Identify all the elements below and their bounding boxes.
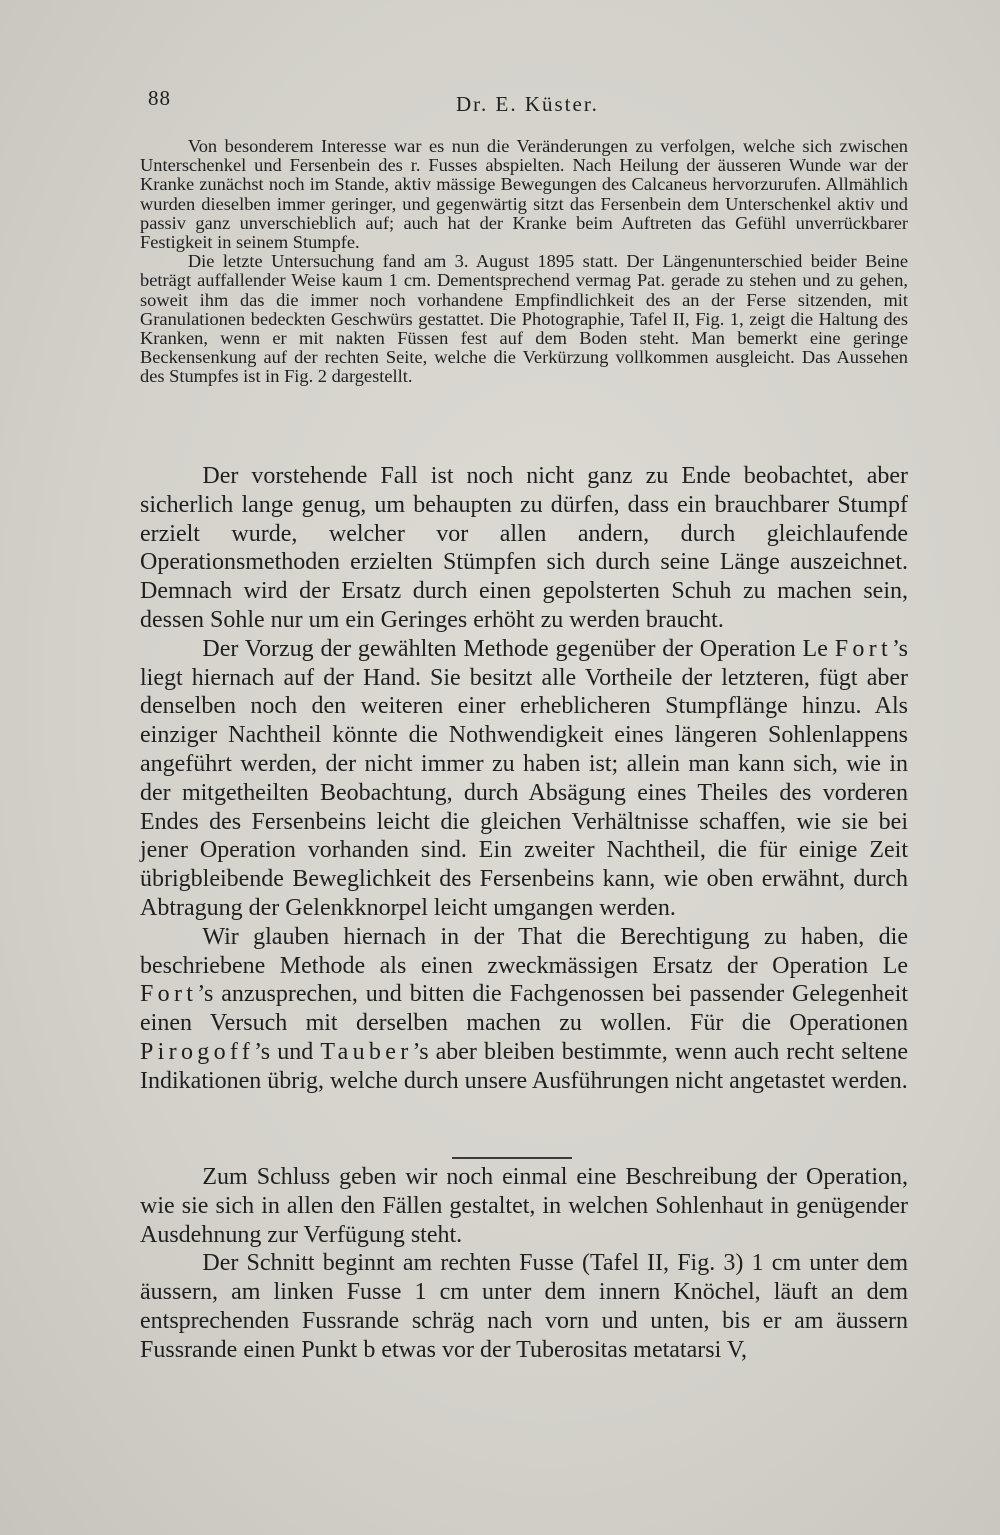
paragraph-incision: Der Schnitt beginnt am rechten Fusse (Tafel II, Fig. 3) 1 cm unter dem äussern, am linken Fusse 1 cm unter dem innern Knöchel, läuft an dem entsprechenden Fussrande schräg nach vorn und unten, bis er am äussern Fussrande einen Punkt b etwas vor der Tuberositas metatarsi V, <box>140 1250 908 1363</box>
section-divider <box>452 1157 572 1159</box>
running-title: Dr. E. Küster. <box>456 92 599 116</box>
page-number: 88 <box>148 86 171 110</box>
paragraph-case-observed: Der vorstehende Fall ist noch nicht ganz zu Ende beobachtet, aber sicherlich lange genug, um behaupten zu dürfen, dass ein brauchbarer Stumpf erzielt wurde, welcher vor allen andern, durch gleichlaufende Operationsmethoden erzielten Stümpfen sich durch seine Länge auszeichnet. Demnach wird der Ersatz durch einen gepolsterten Schuh zu machen sein, dessen Sohle nur um ein Geringes erhöht zu werden braucht. <box>140 463 908 633</box>
paragraph-advantage: Der Vorzug der gewählten Methode gegenüber der Operation Le Fort’s liegt hiernach auf der Hand. Sie besitzt alle Vortheile der letzteren, fügt aber denselben noch den weiteren einer erheblicheren Stumpflänge hinzu. Als einziger Nachtheil könnte die Nothwendigkeit eines längeren Sohlenlappens angeführt werden, der nicht immer zu haben ist; allein man kann sich, wie in der mitgetheilten Beobachtung, durch Absägung eines Theiles des vorderen Endes des Fersenbeins leicht die gleichen Verhältnisse schaffen, wie sie bei jener Operation vorhanden sind. Ein zweiter Nachtheil, die für einige Zeit übrigbleibende Beweglichkeit des Fersenbeins kann, wie oben erwähnt, durch Abtragung der Gelenkknorpel leicht umgangen werden. <box>140 635 908 921</box>
paragraph-conclusion: Wir glauben hiernach in der That die Berechtigung zu haben, die beschriebene Methode als einen zweckmässigen Ersatz der Operation Le Fort’s anzusprechen, und bitten die Fachgenossen bei passender Gelegenheit einen Versuch mit derselben machen zu wollen. Für die Operationen Pirogoff’s und Tauber’s aber bleiben bestimmte, wenn auch recht seltene Indikationen übrig, welche durch unsere Ausführungen nicht angetastet werden. <box>140 923 908 1094</box>
paragraph-last-examination: Die letzte Untersuchung fand am 3. August 1895 statt. Der Längenunterschied beider Beine beträgt auffallender Weise kaum 1 cm. Dementsprechend vermag Pat. gerade zu stehen und zu gehen, soweit ihm das die immer noch vorhandene Empfindlichkeit des an der Ferse sitzenden, mit Granulationen bedeckten Geschwürs gestattet. Die Photographie, Tafel II, Fig. 1, zeigt die Haltung des Kranken, wenn er mit nakten Füssen fest auf dem Boden steht. Man bemerkt eine geringe Beckensenkung auf der rechten Seite, welche die Verkürzung vollkommen ausgleicht. Das Aussehen des Stumpfes ist in Fig. 2 dargestellt. <box>140 251 908 387</box>
page-header <box>148 86 908 120</box>
operation-description-section <box>140 1163 908 1365</box>
small-print-section <box>140 137 908 387</box>
paragraph-operation-intro: Zum Schluss geben wir noch einmal eine Beschreibung der Operation, wie sie sich in allen den Fällen gestaltet, in welchen Sohlenhaut in genügender Ausdehnung zur Verfügung steht. <box>140 1164 908 1248</box>
main-text-section <box>140 462 908 1096</box>
paragraph-interest: Von besonderem Interesse war es nun die Veränderungen zu verfolgen, welche sich zwischen Unterschenkel und Fersenbein des r. Fusses abspielten. Nach Heilung der äusseren Wunde war der Kranke zunächst noch im Stande, aktiv mässige Bewegungen des Calcaneus hervorzurufen. Allmählich wurden dieselben immer geringer, und gegenwärtig sitzt das Fersenbein dem Unterschenkel aktiv und passiv ganz unverschieblich auf; auch hat der Kranke beim Auftreten das Gefühl unverrückbarer Festigkeit in seinem Stumpfe. <box>140 136 908 253</box>
